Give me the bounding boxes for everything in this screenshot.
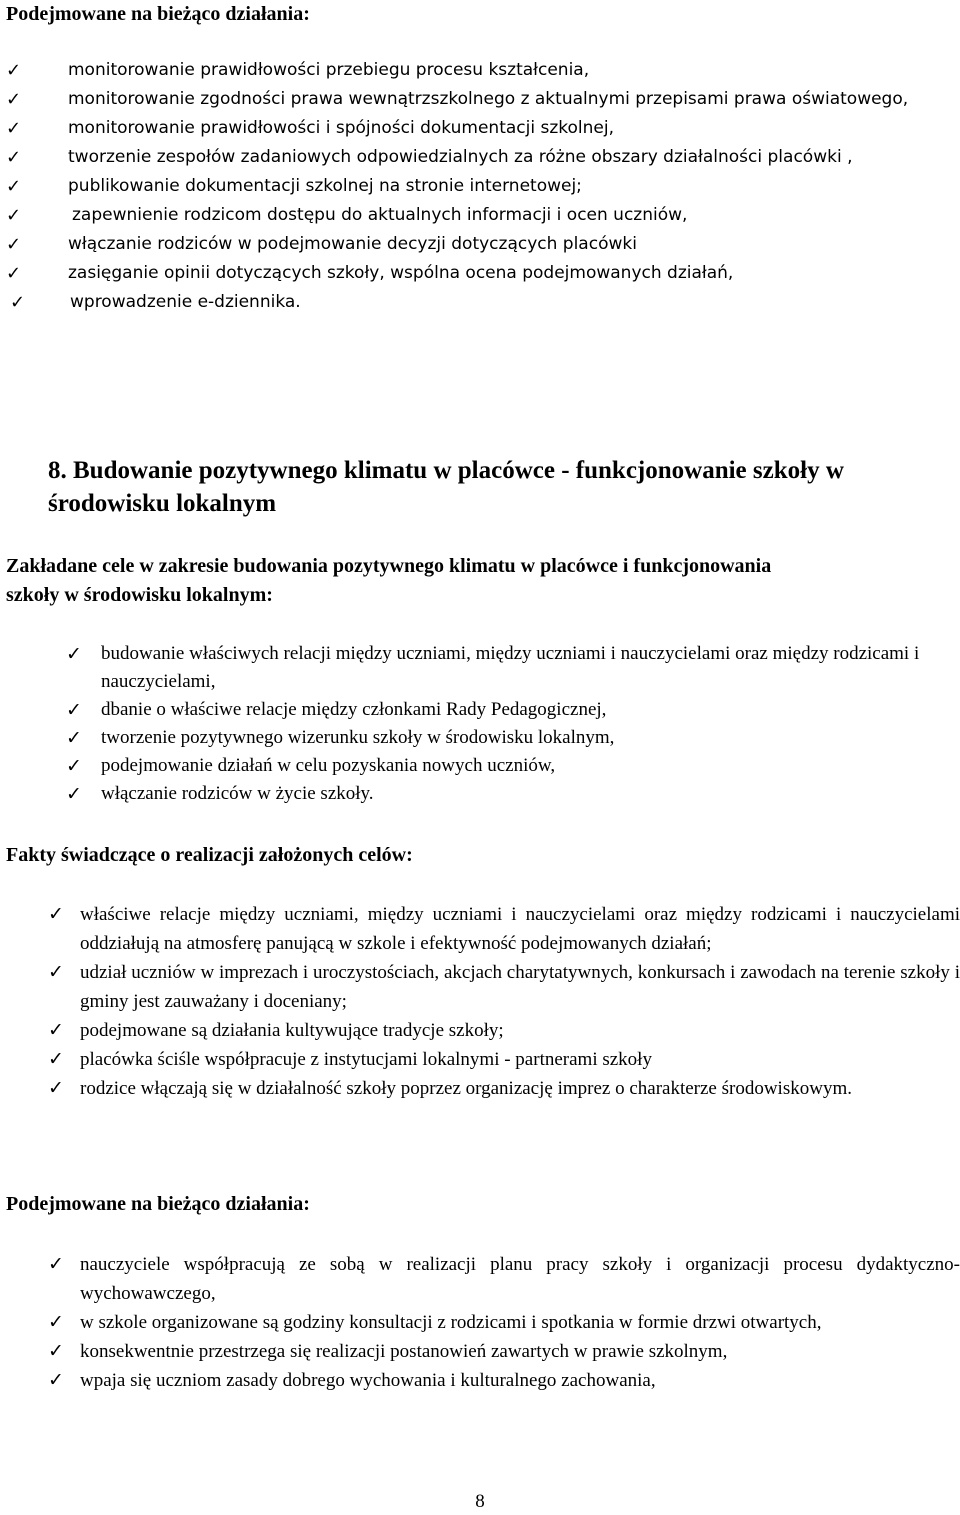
- list-item: ✓ konsekwentnie przestrzega się realizacji postanowień zawartych w prawie szkolnym,: [0, 1337, 960, 1366]
- list-item: ✓ publikowanie dokumentacji szkolnej na stronie internetowej;: [0, 172, 960, 201]
- list-item: ✓ podejmowanie działań w celu pozyskania nowych uczniów,: [0, 752, 952, 780]
- list-item: ✓ włączanie rodziców w podejmowanie decyzji dotyczących placówki: [0, 230, 960, 259]
- goals-list: [0, 640, 952, 808]
- check-icon: ✓: [48, 1311, 64, 1333]
- current-actions-list-top: [0, 56, 960, 317]
- section-8-title: 8. Budowanie pozytywnego klimatu w placówce - funkcjonowanie szkoły w środowisku lokalnym: [48, 457, 844, 517]
- heading-current-actions-top: Podejmowane na bieżąco działania:: [6, 3, 310, 25]
- check-icon: ✓: [48, 1077, 64, 1099]
- facts-heading: Fakty świadczące o realizacji założonych celów:: [6, 844, 413, 866]
- list-item: ✓ nauczyciele współpracują ze sobą w realizacji planu pracy szkoły i organizacji procesu dydaktyczno-wychowawczego,: [0, 1250, 960, 1308]
- check-icon: ✓: [66, 783, 82, 805]
- check-icon: ✓: [48, 1019, 64, 1041]
- check-icon: ✓: [48, 1048, 64, 1070]
- check-icon: ✓: [6, 147, 22, 168]
- list-item: ✓ w szkole organizowane są godziny konsultacji z rodzicami i spotkania w formie drzwi otwartych,: [0, 1308, 960, 1337]
- list-item: ✓ placówka ściśle współpracuje z instytucjami lokalnymi - partnerami szkoły: [0, 1045, 960, 1074]
- current-actions-list-bottom: [0, 1250, 960, 1395]
- check-icon: ✓: [66, 755, 82, 777]
- check-icon: ✓: [6, 89, 22, 110]
- list-item: ✓ rodzice włączają się w działalność szkoły poprzez organizację imprez o charakterze środowiskowym.: [0, 1074, 960, 1103]
- check-icon: ✓: [66, 699, 82, 721]
- check-icon: ✓: [66, 643, 82, 665]
- check-icon: ✓: [66, 727, 82, 749]
- list-item: ✓ monitorowanie zgodności prawa wewnątrzszkolnego z aktualnymi przepisami prawa oświatowego,: [0, 85, 960, 114]
- list-item: ✓ dbanie o właściwe relacje między członkami Rady Pedagogicznej,: [0, 696, 952, 724]
- list-item: ✓ zapewnienie rodzicom dostępu do aktualnych informacji i ocen uczniów,: [0, 201, 960, 230]
- list-item: ✓ tworzenie zespołów zadaniowych odpowiedzialnych za różne obszary działalności placówki ,: [0, 143, 960, 172]
- check-icon: ✓: [48, 1340, 64, 1362]
- list-item: ✓ udział uczniów w imprezach i uroczystościach, akcjach charytatywnych, konkursach i zawodach na terenie szkoły i gminy jest zauważany i doceniany;: [0, 958, 960, 1016]
- check-icon: ✓: [6, 176, 22, 197]
- list-item: ✓ wpaja się uczniom zasady dobrego wychowania i kulturalnego zachowania,: [0, 1366, 960, 1395]
- check-icon: ✓: [48, 903, 64, 925]
- check-icon: ✓: [6, 263, 22, 284]
- facts-list: [0, 900, 960, 1103]
- check-icon: ✓: [6, 60, 22, 81]
- list-item: ✓ monitorowanie prawidłowości i spójności dokumentacji szkolnej,: [0, 114, 960, 143]
- list-item: ✓ monitorowanie prawidłowości przebiegu procesu kształcenia,: [0, 56, 960, 85]
- list-item: ✓ podejmowane są działania kultywujące tradycje szkoły;: [0, 1016, 960, 1045]
- list-item: ✓ budowanie właściwych relacji między uczniami, między uczniami i nauczycielami oraz między rodzicami i nauczycielami,: [0, 640, 952, 696]
- check-icon: ✓: [6, 234, 22, 255]
- goals-heading: Zakładane cele w zakresie budowania pozytywnego klimatu w placówce i funkcjonowania szkoły w środowisku lokalnym:: [6, 555, 772, 606]
- list-item: ✓ właściwe relacje między uczniami, między uczniami i nauczycielami oraz między rodzicami i nauczycielami oddziałują na atmosferę panującą w szkole i efektywność podejmowanych działań;: [0, 900, 960, 958]
- check-icon: ✓: [48, 961, 64, 983]
- check-icon: ✓: [48, 1253, 64, 1275]
- check-icon: ✓: [6, 118, 22, 139]
- list-item: ✓ zasięganie opinii dotyczących szkoły, wspólna ocena podejmowanych działań,: [0, 259, 960, 288]
- heading-current-actions-bottom: Podejmowane na bieżąco działania:: [6, 1193, 310, 1215]
- list-item: ✓ wprowadzenie e-dziennika.: [0, 288, 960, 317]
- list-item: ✓ tworzenie pozytywnego wizerunku szkoły w środowisku lokalnym,: [0, 724, 952, 752]
- check-icon: ✓: [10, 292, 26, 313]
- check-icon: ✓: [6, 205, 22, 226]
- list-item: ✓ włączanie rodziców w życie szkoły.: [0, 780, 952, 808]
- check-icon: ✓: [48, 1369, 64, 1391]
- page-number: 8: [475, 1491, 485, 1512]
